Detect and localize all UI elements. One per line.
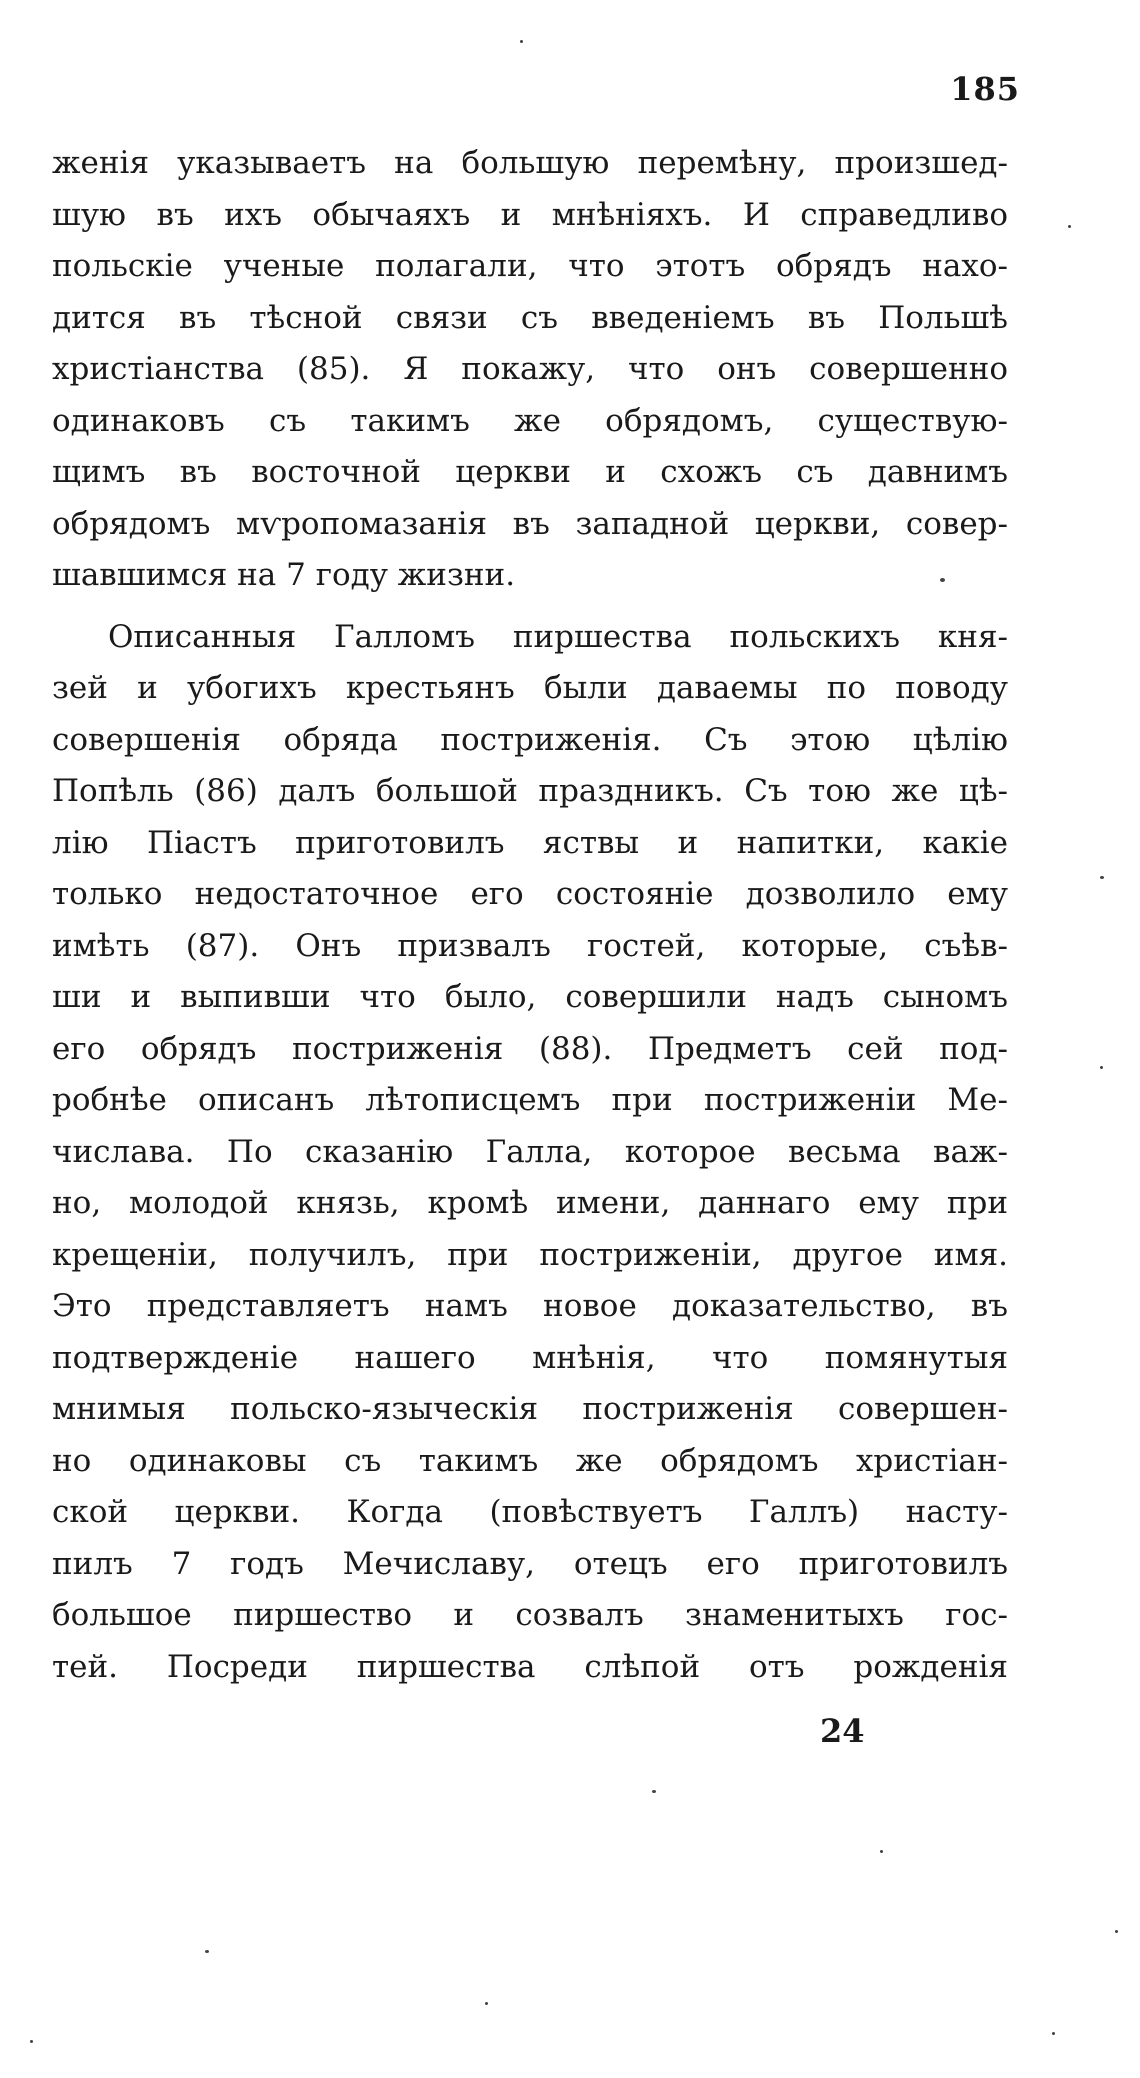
text-line: подтвержденіе нашего мнѣнія, что помянутыя <box>52 1339 1008 1376</box>
text-line: крещеніи, получилъ, при постриженіи, другое имя. <box>52 1236 1008 1273</box>
text-line: большое пиршество и созвалъ знаменитыхъ гос- <box>52 1597 1008 1633</box>
text-line: ши и выпивши что было, совершили надъ сыномъ <box>52 979 1008 1015</box>
text-line: польскіе ученые полагали, что этотъ обрядъ нахо- <box>52 248 1008 284</box>
signature-mark: 24 <box>820 1712 865 1750</box>
text-line: зей и убогихъ крестьянъ были даваемы по поводу <box>52 670 1008 706</box>
text-line: щимъ въ восточной церкви и схожъ съ давнимъ <box>52 454 1008 490</box>
text-line: ской церкви. Когда (повѣствуетъ Галлъ) насту- <box>52 1494 1008 1530</box>
text-line: робнѣе описанъ лѣтописцемъ при постриженіи Ме- <box>52 1082 1008 1118</box>
text-line: одинаковъ съ такимъ же обрядомъ, существую- <box>52 402 1008 439</box>
scan-speck <box>1068 225 1071 228</box>
text-line: числава. По сказанію Галла, которое весьма важ- <box>52 1133 1008 1170</box>
text-line: его обрядъ постриженія (88). Предметъ сей под- <box>52 1030 1008 1067</box>
scan-speck <box>1100 876 1104 879</box>
scan-speck <box>30 2040 33 2043</box>
text-line: дится въ тѣсной связи съ введеніемъ въ Польшѣ <box>52 299 1008 336</box>
scan-speck <box>485 2002 488 2005</box>
text-line: лію Піастъ приготовилъ яствы и напитки, какіе <box>52 824 1008 861</box>
scan-speck <box>205 1950 209 1953</box>
text-line: Попѣль (86) далъ большой праздникъ. Съ тою же цѣ- <box>52 773 1008 809</box>
text-line: мнимыя польско-языческія постриженія совершен- <box>52 1391 1008 1427</box>
text-line: но, молодой князь, кромѣ имени, даннаго ему при <box>52 1185 1008 1221</box>
page-number: 185 <box>950 70 1020 108</box>
scan-speck <box>940 578 945 582</box>
text-line: имѣть (87). Онъ призвалъ гостей, которые, съѣв- <box>52 927 1008 964</box>
text-line: совершенія обряда постриженія. Съ этою цѣлію <box>52 721 1008 758</box>
text-line: христіанства (85). Я покажу, что онъ совершенно <box>52 351 1008 387</box>
text-line: обрядомъ мѵропомазанія въ западной церкви, совер- <box>52 505 1008 542</box>
text-line: женія указываетъ на большую перемѣну, произшед- <box>52 145 1008 181</box>
text-line: но одинаковы съ такимъ же обрядомъ христіан- <box>52 1442 1008 1479</box>
paragraph-1 <box>52 138 1008 602</box>
text-line: пилъ 7 годъ Мечиславу, отецъ его приготовилъ <box>52 1545 1008 1582</box>
scan-speck <box>1052 2032 1055 2035</box>
text-line: Это представляетъ намъ новое доказательство, въ <box>52 1288 1008 1324</box>
scan-speck <box>652 1790 656 1793</box>
scan-speck <box>880 1850 883 1853</box>
scan-speck <box>1115 1930 1118 1933</box>
text-line: Описанныя Галломъ пиршества польскихъ кня- <box>108 618 1008 655</box>
scan-speck <box>520 40 523 43</box>
scan-speck <box>1100 1066 1103 1069</box>
body-text <box>52 138 1008 1693</box>
text-line: тей. Посреди пиршества слѣпой отъ рожденія <box>52 1648 1008 1685</box>
text-line: только недостаточное его состояніе дозволило ему <box>52 876 1008 912</box>
paragraph-2 <box>52 612 1008 1694</box>
text-line: шавшимся на 7 году жизни. <box>52 557 516 593</box>
paragraph-gap <box>52 602 1008 612</box>
text-line: шую въ ихъ обычаяхъ и мнѣніяхъ. И справедливо <box>52 196 1008 233</box>
